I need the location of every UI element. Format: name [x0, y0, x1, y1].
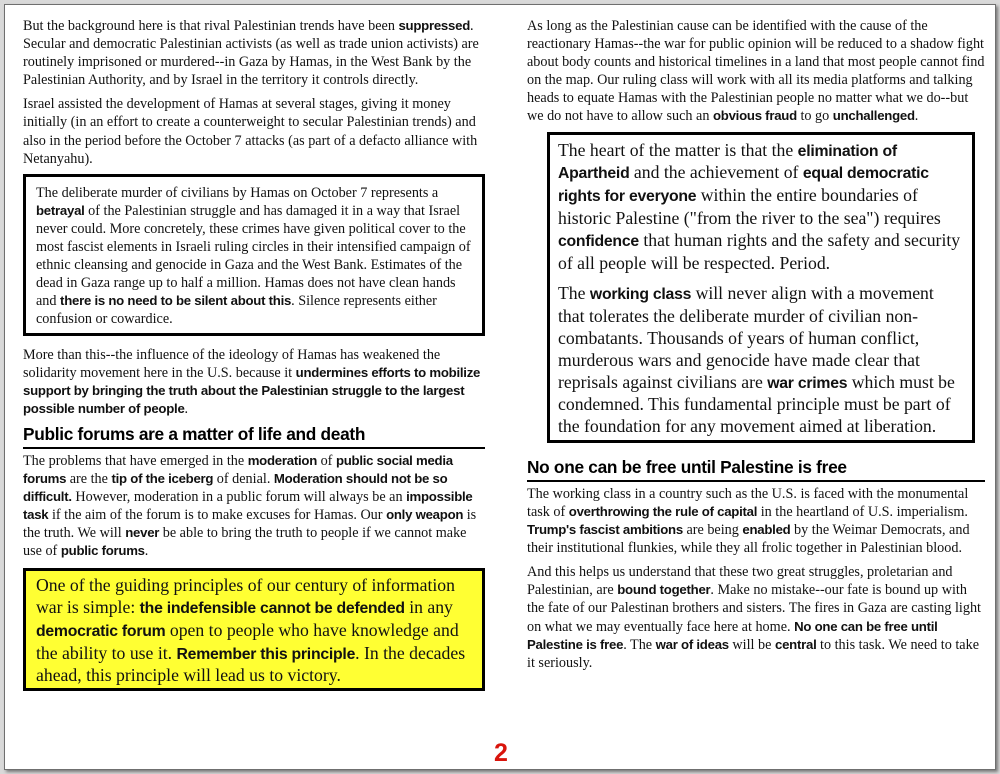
guiding-principles-text: One of the guiding principles of our century of information war is simple: the indefensible cannot be defended in any democratic forum open to people who have knowledge and the ability to use it. Remember this principle. In the decades ahead, this principle will lead us to victory.: [36, 575, 466, 686]
heading-no-one-free: No one can be free until Palestine is free: [527, 457, 985, 482]
heart-of-matter-box: [547, 132, 975, 443]
page-number: 2: [494, 739, 508, 767]
document-page: [4, 4, 996, 770]
right-column: [527, 17, 985, 678]
left-column: [23, 17, 485, 701]
paragraph-israel-assisted: Israel assisted the development of Hamas at several stages, giving it money initially (in an effort to create a counterweight to secular Palestinian trends) and also in the period before the October 7 attacks (as part of a defacto alliance with Netanyahu).: [23, 96, 478, 167]
betrayal-box: [23, 174, 485, 336]
betrayal-text: The deliberate murder of civilians by Hamas on October 7 represents a betrayal of the Palestinian struggle and has damaged it in a way that Israel never could. More concretely, these crimes have given political cover to the most fascist elements in Israeli ruling circles in their intensified campaign of ethnic cleansing and genocide in Gaza and the West Bank. Estimates of the dead in Gaza range up to half a million. Hamas does not have clean hands and there is no need to be silent about this. Silence represents either confusion or cowardice.: [36, 184, 471, 328]
working-class-text: The working class will never align with a movement that tolerates the deliberate murder of civilian non-combatants. Thousands of years of human conflict, murderous wars and genocide have made clear that reprisals against civilians are war crimes which must be condemned. This fundamental principle must be part of the foundation for any movement aimed at liberation.: [558, 283, 955, 437]
paragraph-palestinian-cause: As long as the Palestinian cause can be identified with the cause of the reactionary Hamas--the war for public opinion will be reduced to a shadow fight about body counts and historical timelines in a land that most people cannot find on the map. Our ruling class will work with all its media platforms and talking heads to equate Hamas with the Palestinian people no matter what we do--but we do not have to allow such an obvious fraud to go unchallenged.: [527, 18, 985, 125]
heart-of-matter-text: The heart of the matter is that the elimination of Apartheid and the achievement of equal democratic rights for everyone within the entire boundaries of historic Palestine ("from the river to the sea") requires confidence that human rights and the safety and security of all people will be respected. Period.: [558, 139, 961, 273]
guiding-principles-box: [23, 568, 485, 691]
paragraph-suppressed: But the background here is that rival Palestinian trends have been suppressed. Secular and democratic Palestinian activists (as well as trade union activists) are routinely imprisoned or murdered--in Gaza by Hamas, in the West Bank by the Palestinian Authority, and by Israel in the territory it controls directly.: [23, 18, 479, 89]
paragraph-bound-together: And this helps us understand that these two great struggles, proletarian and Palestinian, are bound together. Make no mistake--our fate is bound up with the fate of our Palestinan brothers and sisters. The fires in Gaza are casting light on what we may eventually face here at home. No one can be free until Palestine is free. The war of ideas will be central to this task. We need to take it seriously.: [527, 564, 981, 671]
heading-public-forums: Public forums are a matter of life and death: [23, 424, 485, 449]
paragraph-working-class-us: The working class in a country such as the U.S. is faced with the monumental task of overthrowing the rule of capital in the heartland of U.S. imperialism. Trump's fascist ambitions are being enabled by the Weimar Democrats, and their institutional flunkies, while they all frolic together in Palestinian blood.: [527, 485, 970, 557]
paragraph-solidarity: More than this--the influence of the ideology of Hamas has weakened the solidarity movement here in the U.S. because it undermines efforts to mobilize support by bringing the truth about the Palestinian struggle to the largest possible number of people.: [23, 346, 481, 417]
paragraph-moderation: The problems that have emerged in the moderation of public social media forums are the tip of the iceberg of denial. Moderation should not be so difficult. However, moderation in a public forum will always be an impossible task if the aim of the forum is to make excuses for Hamas. Our only weapon is the truth. We will never be able to bring the truth to people if we cannot make use of public forums.: [23, 452, 477, 560]
